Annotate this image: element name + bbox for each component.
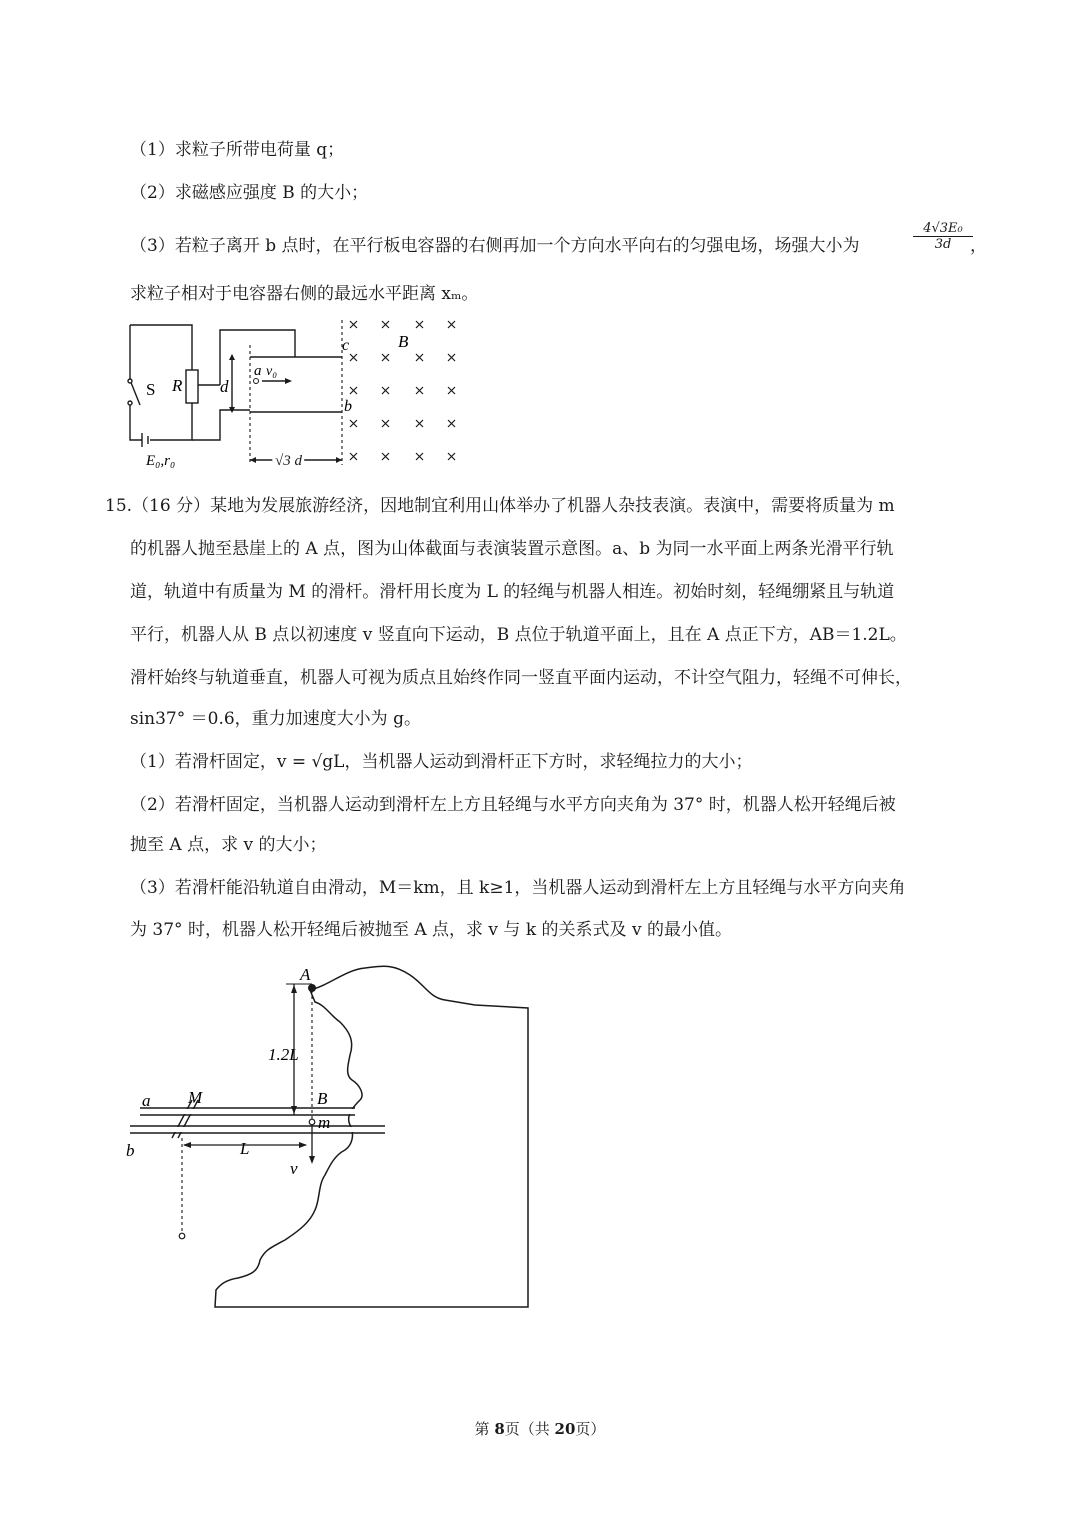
label-height: 1.2L	[268, 1045, 299, 1064]
q14-sub1: （1）求粒子所带电荷量 q；	[130, 140, 345, 160]
label-exit-point: b	[344, 398, 352, 415]
q15-sub3-line2: 为 37° 时，机器人松开轻绳后被抛至 A 点，求 v 与 k 的关系式及 v 的最小值。	[130, 920, 732, 940]
footer-suffix: 页）	[575, 1420, 606, 1438]
label-field: B	[398, 332, 409, 351]
label-particle: a	[254, 363, 262, 379]
q14-field-fraction	[913, 221, 973, 252]
q15-sub2-line1: （2）若滑杆固定，当机器人运动到滑杆左上方且轻绳与水平方向夹角为 37° 时，机器人松开轻绳后被	[130, 795, 896, 815]
footer-prefix: 第	[474, 1420, 495, 1438]
label-resistor: R	[172, 376, 183, 395]
footer-total-pages: 20	[554, 1420, 576, 1438]
label-point-A: A	[300, 965, 311, 984]
label-gap: d	[220, 377, 229, 396]
q15-sub1: （1）若滑杆固定，v = √gL，当机器人运动到滑杆正下方时，求轻绳拉力的大小；	[130, 752, 753, 772]
label-switch: S	[146, 380, 156, 399]
label-velocity: v₀	[266, 364, 278, 379]
q15-line3: 道，轨道中有质量为 M 的滑杆。滑杆用长度为 L 的轻绳与机器人相连。初始时刻，轻绳绷紧且与轨道	[130, 582, 895, 602]
q15-line6: sin37° ＝0.6，重力加速度大小为 g。	[130, 709, 421, 729]
label-point-B: B	[317, 1089, 328, 1108]
q14-sub3-comma: ，	[970, 236, 987, 256]
fraction-denominator: 3d	[934, 237, 952, 252]
fraction-numerator: 4√3E₀	[913, 221, 973, 237]
label-robot: m	[318, 1113, 331, 1132]
cliff-rail-figure	[120, 960, 540, 1320]
label-velocity: v	[290, 1159, 298, 1178]
q15-line5: 滑杆始终与轨道垂直，机器人可视为质点且始终作同一竖直平面内运动，不计空气阻力，轻绳不可伸长，	[130, 668, 912, 688]
label-source: E₀,r₀	[146, 453, 176, 469]
footer-page-number: 8	[494, 1420, 505, 1438]
label-rail-b: b	[126, 1141, 135, 1160]
q14-sub2: （2）求磁感应强度 B 的大小；	[130, 183, 369, 203]
circuit-field-figure	[120, 315, 480, 480]
label-length: L	[240, 1139, 250, 1158]
q15-line1: 15.（16 分）某地为发展旅游经济，因地制宜利用山体举办了机器人杂技表演。表演中，需要将质量为 m	[105, 496, 895, 516]
page-footer	[0, 1418, 1080, 1439]
q15-line4: 平行，机器人从 B 点以初速度 v 竖直向下运动，B 点位于轨道平面上，且在 A 点正下方，AB＝1.2L。	[130, 625, 907, 645]
q14-sub3-line2: 求粒子相对于电容器右侧的最远水平距离 xₘ。	[130, 284, 479, 304]
q15-sub2-line2: 抛至 A 点，求 v 的大小；	[130, 835, 327, 855]
label-rail-a: a	[142, 1091, 151, 1110]
label-length: √3 d	[275, 453, 302, 469]
footer-middle: 页（共	[504, 1420, 555, 1438]
q14-sub3-line1: （3）若粒子离开 b 点时，在平行板电容器的右侧再加一个方向水平向右的匀强电场，场强大小为	[130, 236, 860, 256]
q15-sub3-line1: （3）若滑杆能沿轨道自由滑动，M＝km，且 k≥1，当机器人运动到滑杆左上方且轻绳与水平方向夹角	[130, 878, 906, 898]
label-rod: M	[188, 1088, 203, 1107]
q15-line2: 的机器人抛至悬崖上的 A 点，图为山体截面与表演装置示意图。a、b 为同一水平面上两条光滑平行轨	[130, 539, 894, 559]
label-top-point: c	[342, 337, 350, 354]
